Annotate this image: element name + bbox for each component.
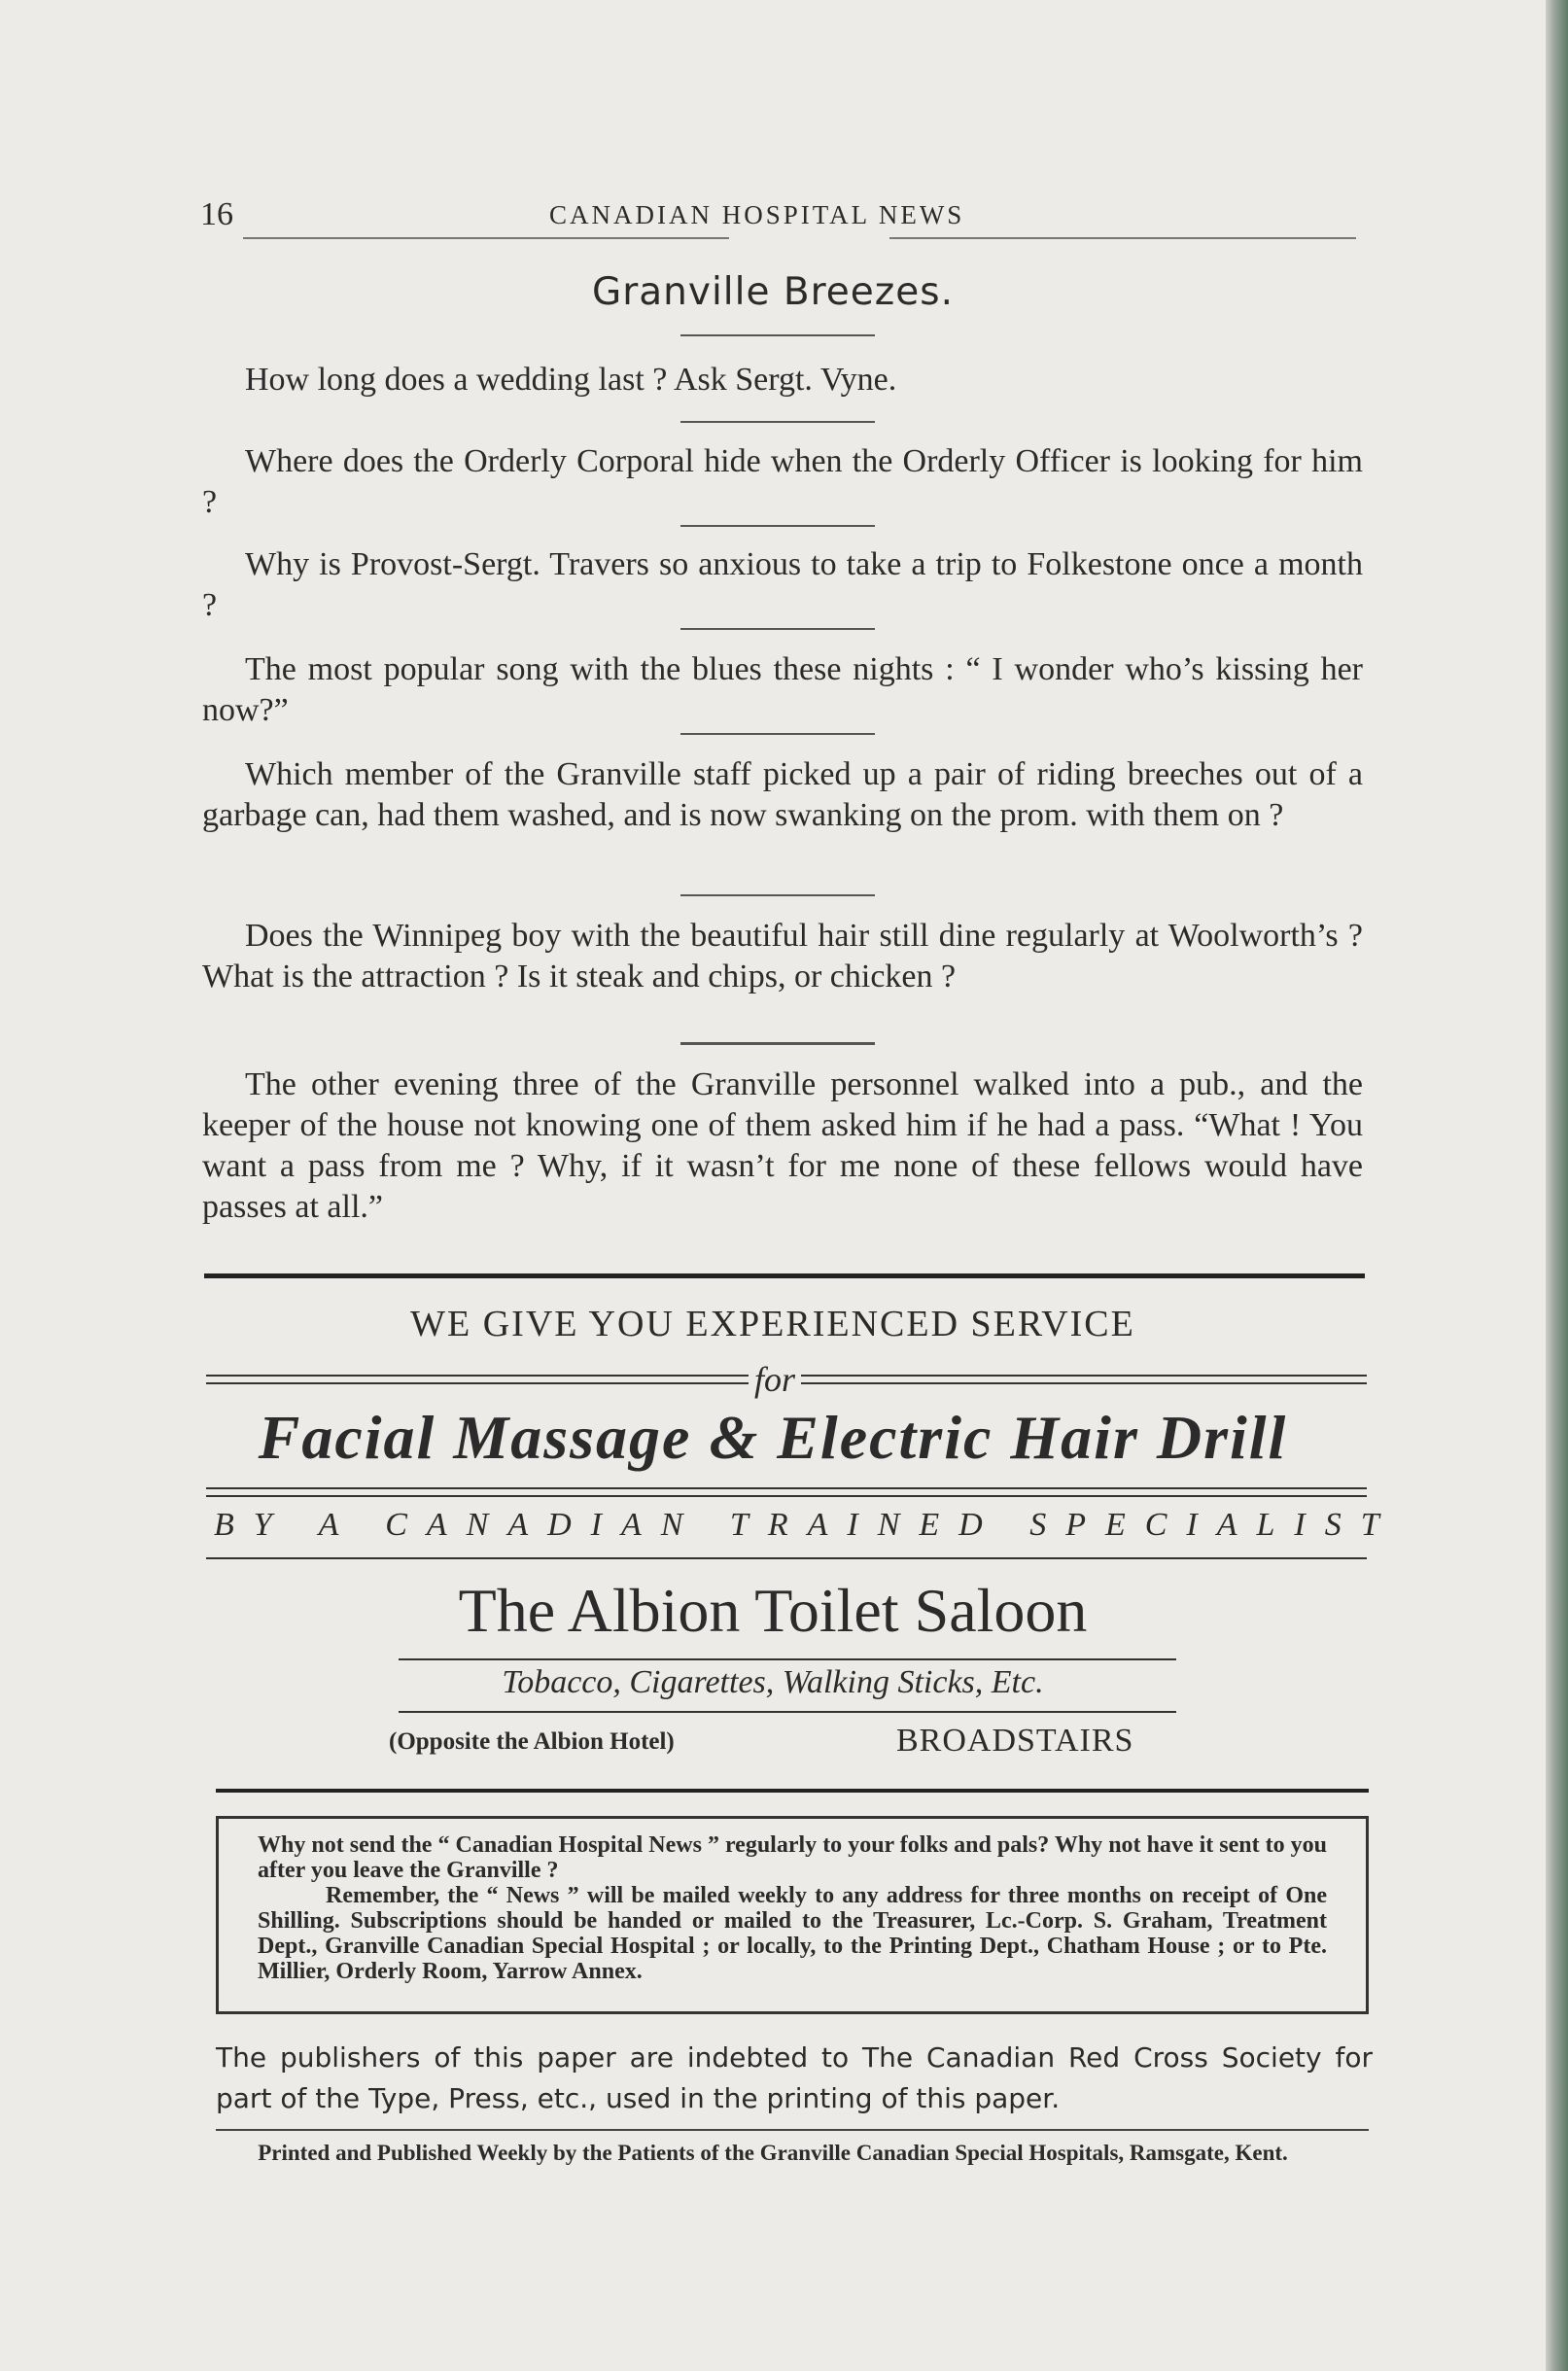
paragraph-5: Which member of the Granville staff picked up a pair of riding breeches out of a garbage can, had them washed, and is now swanking on the prom. with them on ? [202, 756, 1363, 833]
page-number: 16 [200, 196, 233, 232]
separator-rule [680, 894, 875, 896]
separator-rule [680, 421, 875, 423]
advert-rule [399, 1711, 1176, 1713]
paragraph-7: The other evening three of the Granville personnel walked into a pub., and the keeper of the house not knowing one of them asked him if he had a pass. “What ! You want a pass from me ? Why, if it wasn’t for me none of these fellows would have passes at all.” [202, 1066, 1363, 1225]
advert-headline: WE GIVE YOU EXPERIENCED SERVICE [410, 1304, 1135, 1344]
credit-text: The publishers of this paper are indebted to The Canadian Red Cross Society for part of the Type, Press, etc., used in the printing of this paper. [216, 2041, 1373, 2114]
page-edge [1546, 0, 1568, 2371]
subscription-notice [216, 1816, 1369, 2014]
advert-rule [399, 1658, 1176, 1660]
paragraph-3: Why is Provost-Sergt. Travers so anxious to take a trip to Folkestone once a month ? [202, 546, 1363, 623]
separator-rule [680, 1042, 875, 1045]
advert-byline: BY A CANADIAN TRAINED SPECIALIST [214, 1507, 1399, 1543]
advert-business-name: The Albion Toilet Saloon [458, 1576, 1088, 1645]
advert-bottom-rule [216, 1789, 1369, 1793]
paragraph-6: Does the Winnipeg boy with the beautiful hair still dine regularly at Woolworth’s ? What is the attraction ? Is it steak and chips, or chicken ? [202, 918, 1363, 994]
article-title: Granville Breezes. [592, 270, 954, 314]
advert-rule [206, 1487, 1367, 1489]
notice-line-2: Remember, the “ News ” will be mailed weekly to any address for three months on receipt of One Shilling. Subscriptions should be handed or mailed to the Treasurer, Lc.-Corp. S. Graham, Treatment Dept., Granville Canadian Special Hospital ; or locally, to the Printing Dept., Chatham House ; or to Pte. Millier, Orderly Room, Yarrow Annex. [258, 1883, 1327, 1984]
advert-rule [206, 1557, 1367, 1559]
title-rule [680, 334, 875, 336]
paragraph-1: How long does a wedding last ? Ask Sergt. Vyne. [245, 362, 897, 398]
header-rule-left [243, 237, 729, 239]
publication-title: CANADIAN HOSPITAL NEWS [549, 200, 965, 229]
separator-rule [680, 628, 875, 630]
advert-for-word: for [749, 1359, 801, 1400]
paragraph-2: Where does the Orderly Corporal hide when the Orderly Officer is looking for him ? [202, 443, 1363, 520]
advert-services: Facial Massage & Electric Hair Drill [258, 1403, 1288, 1472]
footer-imprint: Printed and Published Weekly by the Patients of the Granville Canadian Special Hospitals, Ramsgate, Kent. [258, 2141, 1288, 2165]
header-rule-right [889, 237, 1356, 239]
notice-line-1: Why not send the “ Canadian Hospital News ” regularly to your folks and pals? Why not have it sent to you after you leave the Granville ? [258, 1832, 1327, 1883]
advert-location-note: (Opposite the Albion Hotel) [389, 1728, 675, 1755]
advert-rule [206, 1495, 1367, 1497]
separator-rule [680, 525, 875, 527]
advert-town: BROADSTAIRS [896, 1723, 1134, 1759]
paragraph-4: The most popular song with the blues these nights : “ I wonder who’s kissing her now?” [202, 651, 1363, 728]
separator-rule [680, 733, 875, 735]
section-divider [204, 1273, 1365, 1278]
advert-products: Tobacco, Cigarettes, Walking Sticks, Etc. [502, 1664, 1044, 1700]
footer-rule [216, 2129, 1369, 2131]
